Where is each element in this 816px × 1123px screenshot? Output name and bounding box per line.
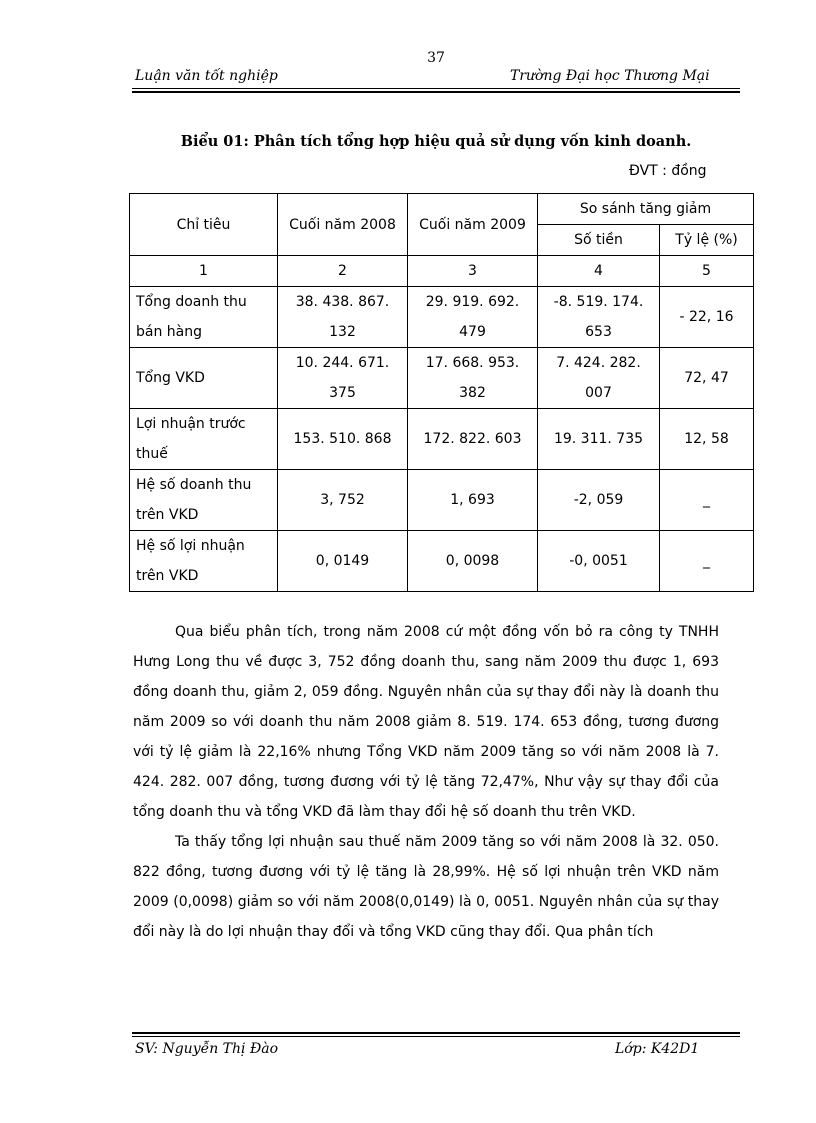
index-cell: 2 <box>278 256 408 287</box>
cell-amount: -0, 0051 <box>538 531 660 592</box>
page-number: 37 <box>427 50 445 66</box>
row-name: Hệ số doanh thu trên VKD <box>130 470 278 531</box>
cell-ratio: _ <box>660 531 754 592</box>
index-cell: 5 <box>660 256 754 287</box>
header-right-text: Trường Đại học Thương Mại <box>510 68 710 84</box>
table-row <box>130 409 754 470</box>
header-2009: Cuối năm 2009 <box>408 194 538 256</box>
header-rule <box>132 88 740 89</box>
cell-2008: 3, 752 <box>278 470 408 531</box>
table-header-row <box>130 194 754 225</box>
header-indicator: Chỉ tiêu <box>130 194 278 256</box>
body-text <box>133 617 719 947</box>
footer-class: Lớp: K42D1 <box>615 1041 700 1057</box>
footer-student-name: SV: Nguyễn Thị Đào <box>135 1041 279 1057</box>
index-cell: 3 <box>408 256 538 287</box>
cell-ratio: - 22, 16 <box>660 287 754 348</box>
cell-ratio: 12, 58 <box>660 409 754 470</box>
header-2008: Cuối năm 2008 <box>278 194 408 256</box>
cell-amount: -8. 519. 174. 653 <box>538 287 660 348</box>
row-name: Tổng VKD <box>130 348 278 409</box>
header-ratio: Tỷ lệ (%) <box>660 225 754 256</box>
cell-2009: 17. 668. 953. 382 <box>408 348 538 409</box>
table-index-row <box>130 256 754 287</box>
cell-2008: 153. 510. 868 <box>278 409 408 470</box>
cell-2009: 1, 693 <box>408 470 538 531</box>
cell-2009: 0, 0098 <box>408 531 538 592</box>
header-rule-thick <box>132 91 740 93</box>
paragraph: Ta thấy tổng lợi nhuận sau thuế năm 2009 tăng so với năm 2008 là 32. 050. 822 đồng, tương đương với tỷ lệ tăng là 28,99%. Hệ số lợi nhuận trên VKD năm 2009 (0,0098) giảm so với năm 2008(0,0149) là 0, 0051. Nguyên nhân của sự thay đổi này là do lợi nhuận thay đổi và tổng VKD cũng thay đổi. Qua phân tích <box>133 834 719 940</box>
cell-2009: 29. 919. 692. 479 <box>408 287 538 348</box>
table-row <box>130 348 754 409</box>
cell-amount: 7. 424. 282. 007 <box>538 348 660 409</box>
cell-2008: 0, 0149 <box>278 531 408 592</box>
header-left-text: Luận văn tốt nghiệp <box>135 68 278 84</box>
cell-amount: -2, 059 <box>538 470 660 531</box>
cell-ratio: _ <box>660 470 754 531</box>
cell-2008: 38. 438. 867. 132 <box>278 287 408 348</box>
analysis-table <box>129 193 754 592</box>
table-row <box>130 531 754 592</box>
cell-2008: 10. 244. 671. 375 <box>278 348 408 409</box>
cell-amount: 19. 311. 735 <box>538 409 660 470</box>
header-compare: So sánh tăng giảm <box>538 194 754 225</box>
footer-rule-thick <box>132 1032 740 1034</box>
table-row <box>130 470 754 531</box>
unit-label: ĐVT : đồng <box>629 163 707 179</box>
cell-2009: 172. 822. 603 <box>408 409 538 470</box>
index-cell: 1 <box>130 256 278 287</box>
paragraph: Qua biểu phân tích, trong năm 2008 cứ một đồng vốn bỏ ra công ty TNHH Hưng Long thu về được 3, 752 đồng doanh thu, sang năm 2009 thu được 1, 693 đồng doanh thu, giảm 2, 059 đồng. Nguyên nhân của sự thay đổi này là doanh thu năm 2009 so với doanh thu năm 2008 giảm 8. 519. 174. 653 đồng, tương đương với tỷ lệ giảm là 22,16% nhưng Tổng VKD năm 2009 tăng so với năm 2008 là 7. 424. 282. 007 đồng, tương đương với tỷ lệ tăng 72,47%, Như vậy sự thay đổi của tổng doanh thu và tổng VKD đã làm thay đổi hệ số doanh thu trên VKD. <box>133 624 719 820</box>
row-name: Lợi nhuận trước thuế <box>130 409 278 470</box>
row-name: Hệ số lợi nhuận trên VKD <box>130 531 278 592</box>
table-title: Biểu 01: Phân tích tổng hợp hiệu quả sử dụng vốn kinh doanh. <box>180 133 692 150</box>
footer-rule <box>132 1036 740 1037</box>
header-amount: Số tiền <box>538 225 660 256</box>
cell-ratio: 72, 47 <box>660 348 754 409</box>
index-cell: 4 <box>538 256 660 287</box>
row-name: Tổng doanh thu bán hàng <box>130 287 278 348</box>
table-row <box>130 287 754 348</box>
